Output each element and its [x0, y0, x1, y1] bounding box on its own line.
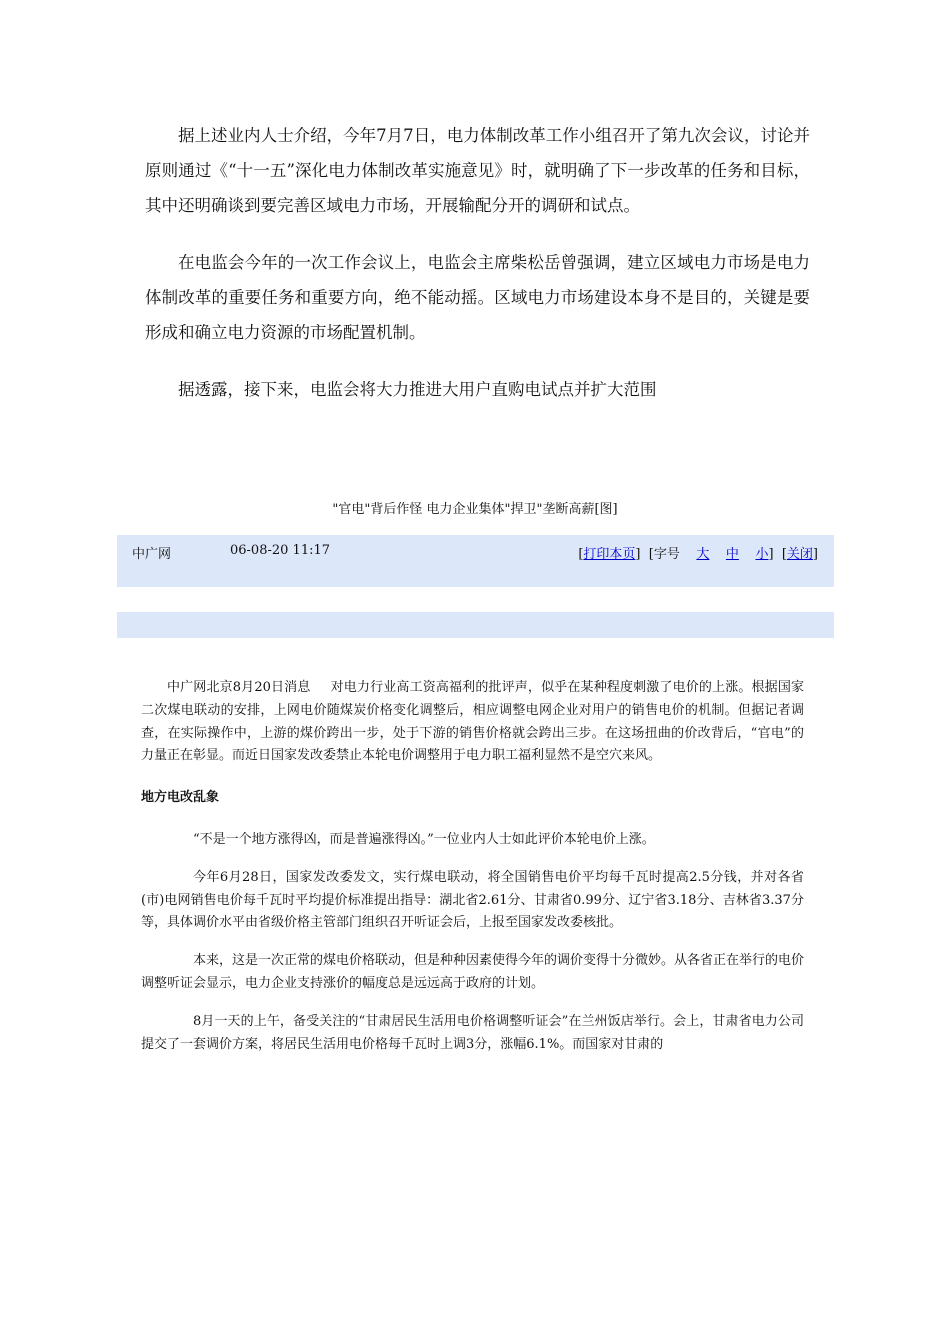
- article-paragraph-3: 本来，这是一次正常的煤电价格联动，但是种种因素使得今年的调价变得十分微妙。从各省正在举行的电价调整听证会显示，电力企业支持涨价的幅度总是远远高于政府的计划。: [141, 953, 805, 991]
- intro-section: [145, 118, 810, 429]
- font-size-small-link[interactable]: 小: [755, 547, 769, 562]
- print-page-link[interactable]: 打印本页: [583, 547, 636, 562]
- article-paragraph-2: 今年6月28日，国家发改委发文，实行煤电联动，将全国销售电价平均每千瓦时提高2.5分钱，并对各省(市)电网销售电价每千瓦时平均提价标准提出指导：湖北省2.61分、甘肃省0.99分、辽宁省3.18分、吉林省3.37分等，具体调价水平由省级价格主管部门组织召开听证会后，上报至国家发改委核批。: [141, 869, 804, 931]
- close-link[interactable]: 关闭: [786, 547, 813, 562]
- article-lead: [141, 677, 804, 768]
- article-body: [141, 677, 804, 1071]
- article-dateline: 中广网北京8月20日消息: [167, 680, 311, 695]
- article-headline: "官电"背后作怪 电力企业集体"捍卫"垄断高薪[图]: [332, 502, 618, 517]
- intro-paragraph-3: 据透露，接下来，电监会将大力推进大用户直购电试点并扩大范围: [178, 380, 657, 399]
- intro-paragraph-2: 在电监会今年的一次工作会议上，电监会主席柴松岳曾强调，建立区域电力市场是电力体制改革的重要任务和重要方向，绝不能动摇。区域电力市场建设本身不是目的，关键是要形成和确立电力资源的市场配置机制。: [145, 253, 810, 342]
- intro-paragraph-1: 据上述业内人士介绍，今年7月7日，电力体制改革工作小组召开了第九次会议，讨论并原则通过《“十一五”深化电力体制改革实施意见》时，就明确了下一步改革的任务和目标，其中还明确谈到要完善区域电力市场，开展输配分开的调研和试点。: [145, 126, 810, 215]
- font-size-medium-link[interactable]: 中: [725, 547, 739, 562]
- article-paragraph-1: “不是一个地方涨得凶，而是普遍涨得凶。”一位业内人士如此评价本轮电价上涨。: [193, 831, 655, 847]
- article-paragraph-4: 8月一天的上午，备受关注的“甘肃居民生活用电价格调整听证会”在兰州饭店举行。会上，甘肃省电力公司提交了一套调价方案，将居民生活用电价格每千瓦时上调3分，涨幅6.1%。而国家对甘肃的: [141, 1013, 804, 1052]
- article-info-bar: [117, 535, 834, 587]
- article-tools: [打印本页] [字号 大 中 小] [关闭]: [578, 547, 818, 562]
- font-size-large-link[interactable]: 大: [696, 547, 710, 562]
- news-source: 中广网: [132, 547, 172, 562]
- article-subheading: 地方电改乱象: [141, 790, 220, 806]
- divider-strip: [117, 612, 834, 638]
- article-lead-text: 对电力行业高工资高福利的批评声，似乎在某种程度刺激了电价的上涨。根据国家二次煤电联动的安排，上网电价随煤炭价格变化调整后，相应调整电网企业对用户的销售电价的机制。但据记者调查，在实际操作中，上游的煤价跨出一步，处于下游的销售价格就会跨出三步。在这场扭曲的价改背后，“官电”的力量正在彰显。而近日国家发改委禁止本轮电价调整用于电力职工福利显然不是空穴来风。: [141, 680, 804, 764]
- publish-datetime: 06-08-20 11:17: [230, 543, 331, 558]
- font-size-label: 字号: [653, 547, 680, 562]
